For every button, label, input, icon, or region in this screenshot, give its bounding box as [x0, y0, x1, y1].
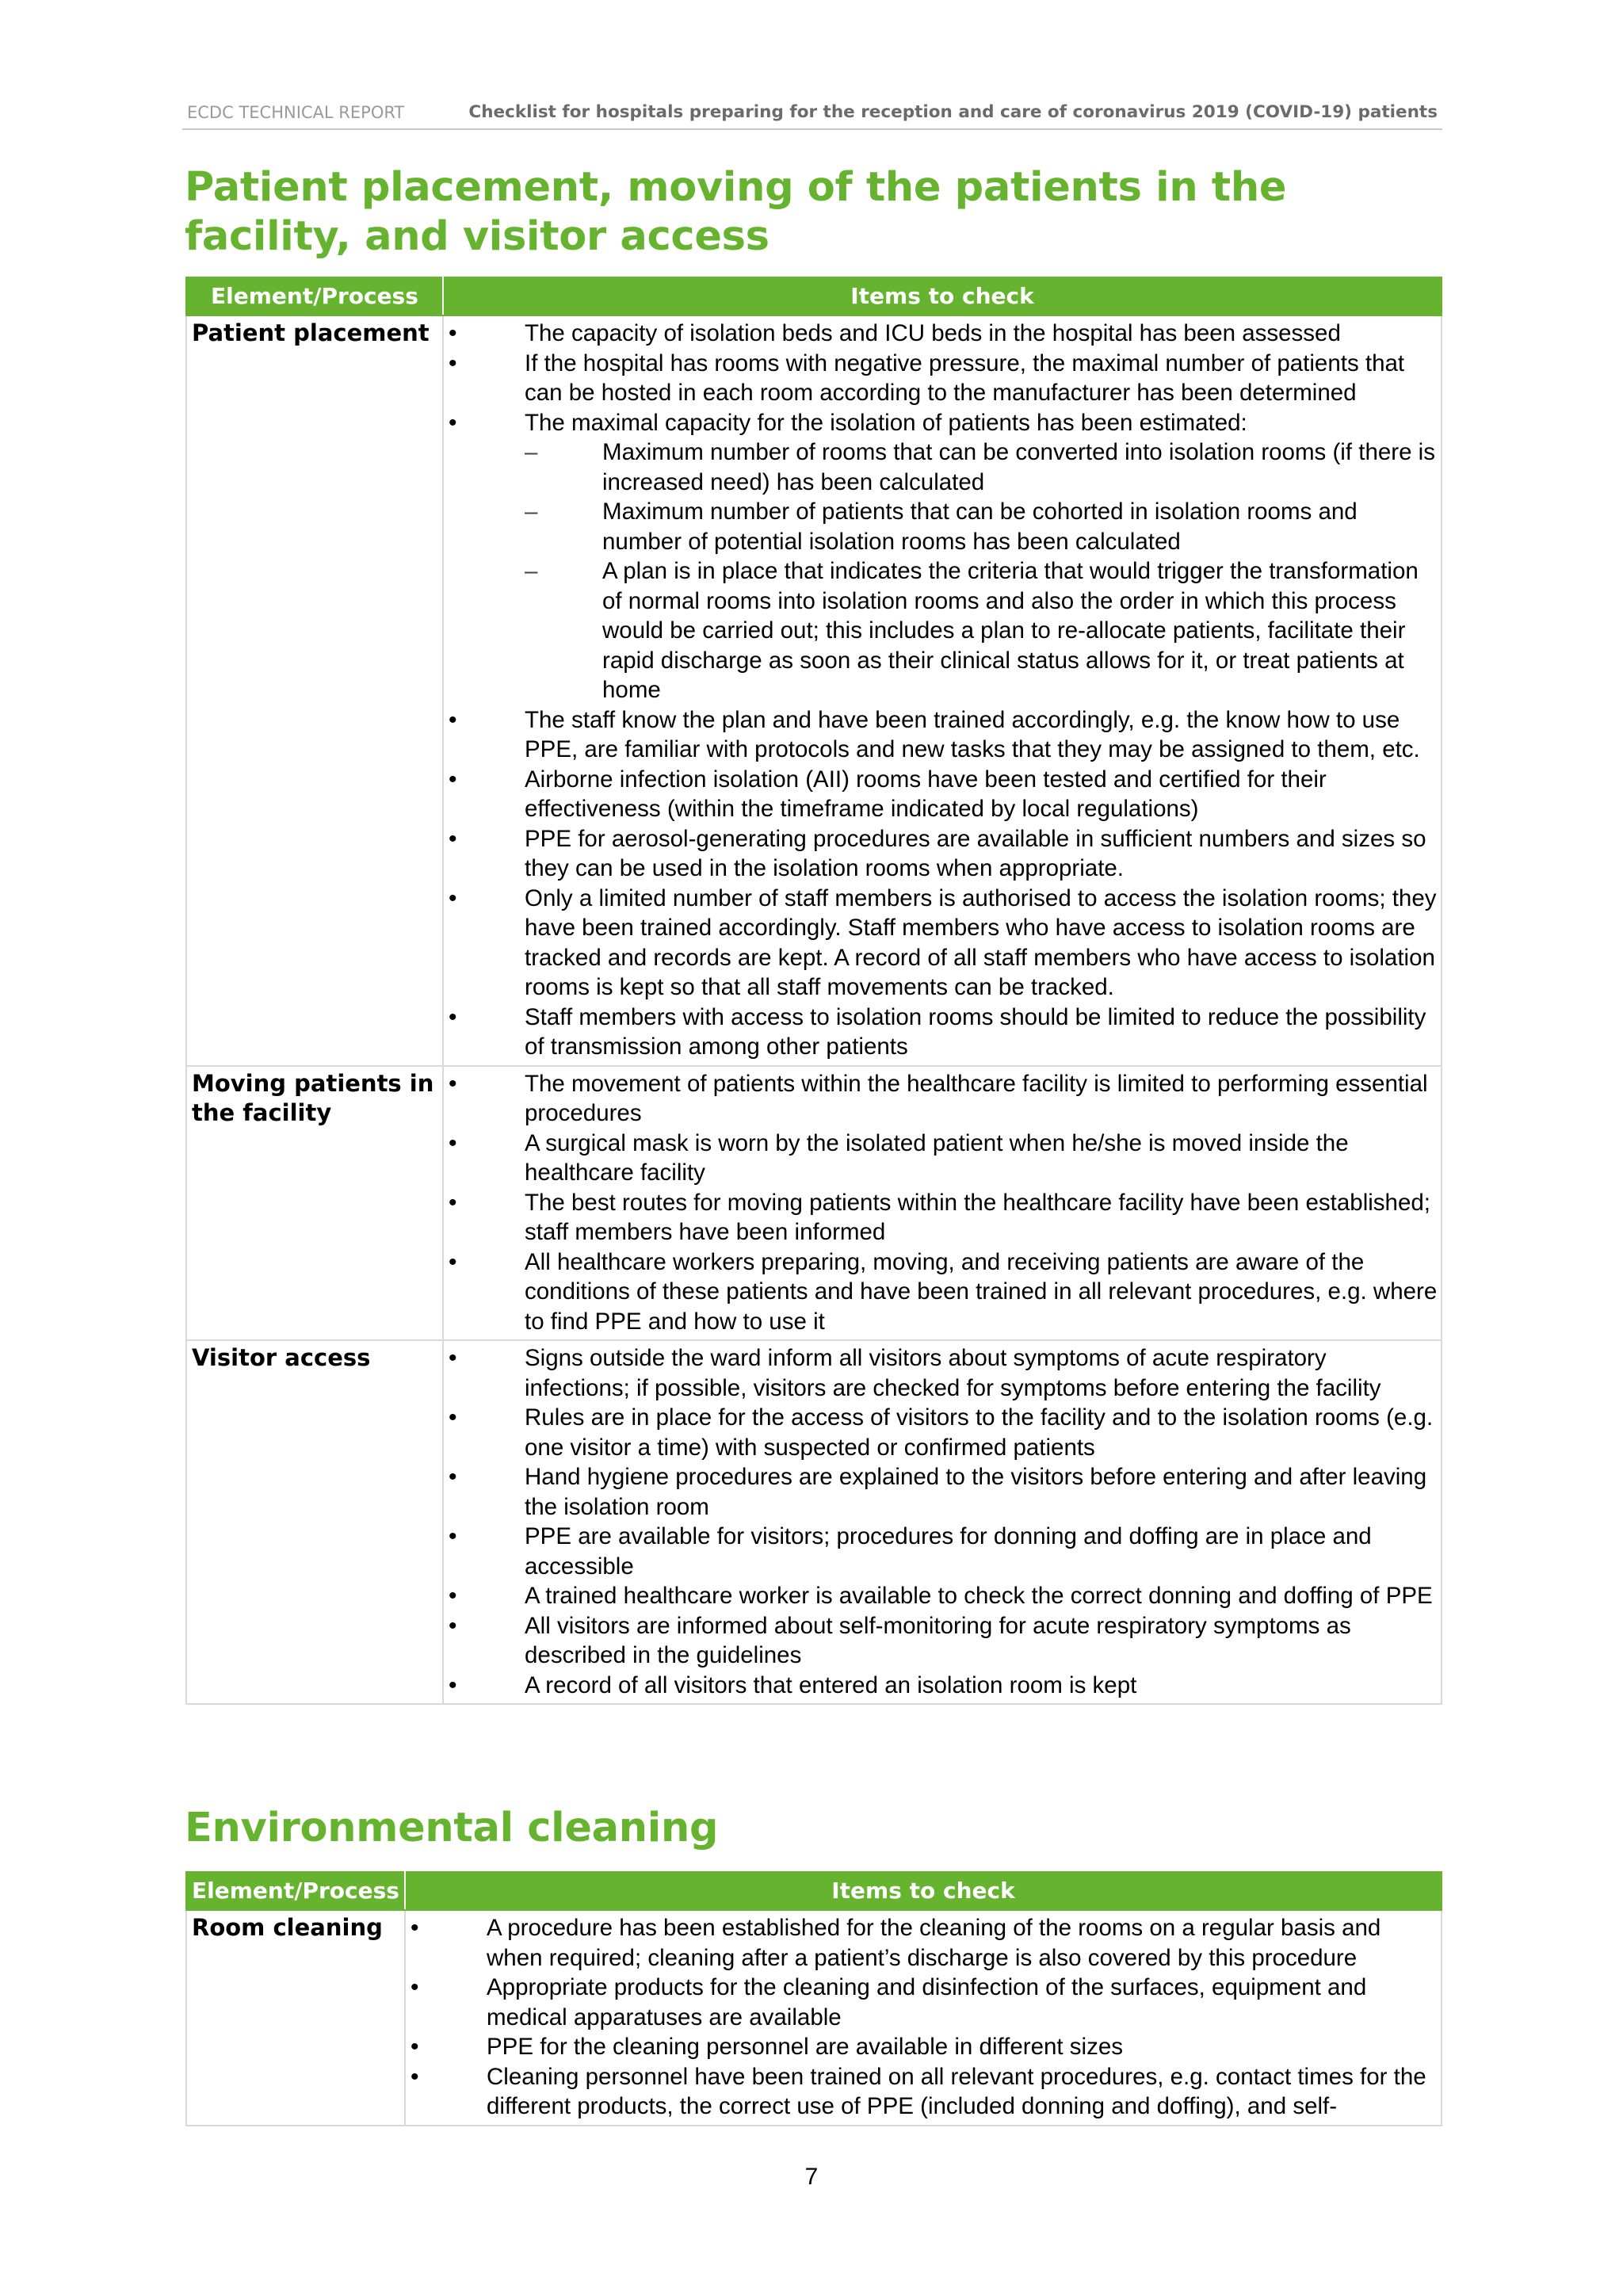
list-item: • If the hospital has rooms with negative pressure, the maximal number of patients that can be hosted in each room according to the manufacturer has been determined: [444, 349, 1441, 408]
list-item: • PPE are available for visitors; procedures for donning and doffing are in place and accessible: [444, 1522, 1441, 1581]
list-item: • Hand hygiene procedures are explained to the visitors before entering and after leaving the isolation room: [444, 1462, 1441, 1522]
list-item: • Appropriate products for the cleaning and disinfection of the surfaces, equipment and medical apparatuses are available: [406, 1973, 1441, 2032]
list-item: • Signs outside the ward inform all visitors about symptoms of acute respiratory infections; if possible, visitors are checked for symptoms before entering the facility: [444, 1343, 1441, 1403]
list-item: • The capacity of isolation beds and ICU beds in the hospital has been assessed: [444, 319, 1441, 349]
document-title-header: Checklist for hospitals preparing for the reception and care of coronavirus 2019 (COVID-19) patients: [468, 102, 1438, 122]
table-row: [186, 1910, 1442, 2126]
list-item: • The best routes for moving patients within the healthcare facility have been established; staff members have been informed: [444, 1188, 1441, 1247]
column-header-element: Element/Process: [186, 1872, 405, 1910]
element-cell: Patient placement: [186, 315, 443, 1066]
list-item: • All visitors are informed about self-monitoring for acute respiratory symptoms as described in the guidelines: [444, 1611, 1441, 1671]
column-header-element: Element/Process: [186, 277, 443, 315]
list-item: • All healthcare workers preparing, moving, and receiving patients are aware of the conditions of these patients and have been trained in all relevant procedures, e.g. where to find PPE and how to use it: [444, 1247, 1441, 1337]
items-cell: [443, 1066, 1442, 1341]
items-cell: [443, 315, 1442, 1066]
column-header-items: Items to check: [405, 1872, 1442, 1910]
list-item: • Staff members with access to isolation rooms should be limited to reduce the possibility of transmission among other patients: [444, 1003, 1441, 1062]
list-item: [444, 408, 1441, 705]
list-item: • A procedure has been established for the cleaning of the rooms on a regular basis and when required; cleaning after a patient’s discharge is also covered by this procedure: [406, 1913, 1441, 1973]
list-item: • A record of all visitors that entered an isolation room is kept: [444, 1671, 1441, 1701]
list-item: • The movement of patients within the healthcare facility is limited to performing essential procedures: [444, 1069, 1441, 1129]
table-row: [186, 1340, 1442, 1704]
list-item: • PPE for the cleaning personnel are available in different sizes: [406, 2032, 1441, 2062]
element-cell: Room cleaning: [186, 1910, 405, 2126]
sub-list: [525, 437, 1438, 705]
checklist-table-patient-placement: [185, 277, 1442, 1705]
section-title-environmental-cleaning: Environmental cleaning: [185, 1805, 719, 1851]
list-item: • Airborne infection isolation (AII) rooms have been tested and certified for their effectiveness (within the timeframe indicated by local regulations): [444, 765, 1441, 824]
items-cell: [405, 1910, 1442, 2126]
element-cell: Visitor access: [186, 1340, 443, 1704]
running-header: [182, 100, 1442, 130]
list-item: • The staff know the plan and have been trained accordingly, e.g. the know how to use PPE, are familiar with protocols and new tasks that they may be assigned to them, etc.: [444, 705, 1441, 765]
sub-list-item: – A plan is in place that indicates the criteria that would trigger the transformation of normal rooms into isolation rooms and also the order in which this process would be carried out; this includes a plan to re-allocate patients, facilitate their rapid discharge as soon as their clinical status allows for it, or treat patients at home: [525, 556, 1438, 705]
list-item: • Only a limited number of staff members is authorised to access the isolation rooms; they have been trained accordingly. Staff members who have access to isolation rooms are tracked and records are kept. A record of all staff members who have access to isolation rooms is kept so that all staff movements can be tracked.: [444, 884, 1441, 1003]
table-row: [186, 1066, 1442, 1341]
checklist-table-environmental-cleaning: [185, 1871, 1442, 2126]
element-cell: Moving patients in the facility: [186, 1066, 443, 1341]
section-title-patient-placement: Patient placement, moving of the patients in the facility, and visitor access: [185, 164, 1287, 260]
list-item: • A trained healthcare worker is available to check the correct donning and doffing of PPE: [444, 1581, 1441, 1611]
list-item: • A surgical mask is worn by the isolated patient when he/she is moved inside the healthcare facility: [444, 1129, 1441, 1188]
table-row: [186, 315, 1442, 1066]
column-header-items: Items to check: [443, 277, 1442, 315]
page-number: 7: [804, 2164, 819, 2190]
items-cell: [443, 1340, 1442, 1704]
list-item: • PPE for aerosol-generating procedures are available in sufficient numbers and sizes so they can be used in the isolation rooms when appropriate.: [444, 824, 1441, 884]
list-item-text: The maximal capacity for the isolation of patients has been estimated:: [525, 409, 1247, 436]
table-header-row: [186, 1872, 1442, 1910]
table-header-row: [186, 277, 1442, 315]
report-type-label: ECDC TECHNICAL REPORT: [187, 103, 405, 122]
list-item: • Cleaning personnel have been trained on all relevant procedures, e.g. contact times for the different products, the correct use of PPE (included donning and doffing), and self-: [406, 2062, 1441, 2122]
list-item: • Rules are in place for the access of visitors to the facility and to the isolation rooms (e.g. one visitor a time) with suspected or confirmed patients: [444, 1403, 1441, 1462]
sub-list-item: – Maximum number of rooms that can be converted into isolation rooms (if there is increased need) has been calculated: [525, 437, 1438, 497]
sub-list-item: – Maximum number of patients that can be cohorted in isolation rooms and number of potential isolation rooms has been calculated: [525, 497, 1438, 556]
